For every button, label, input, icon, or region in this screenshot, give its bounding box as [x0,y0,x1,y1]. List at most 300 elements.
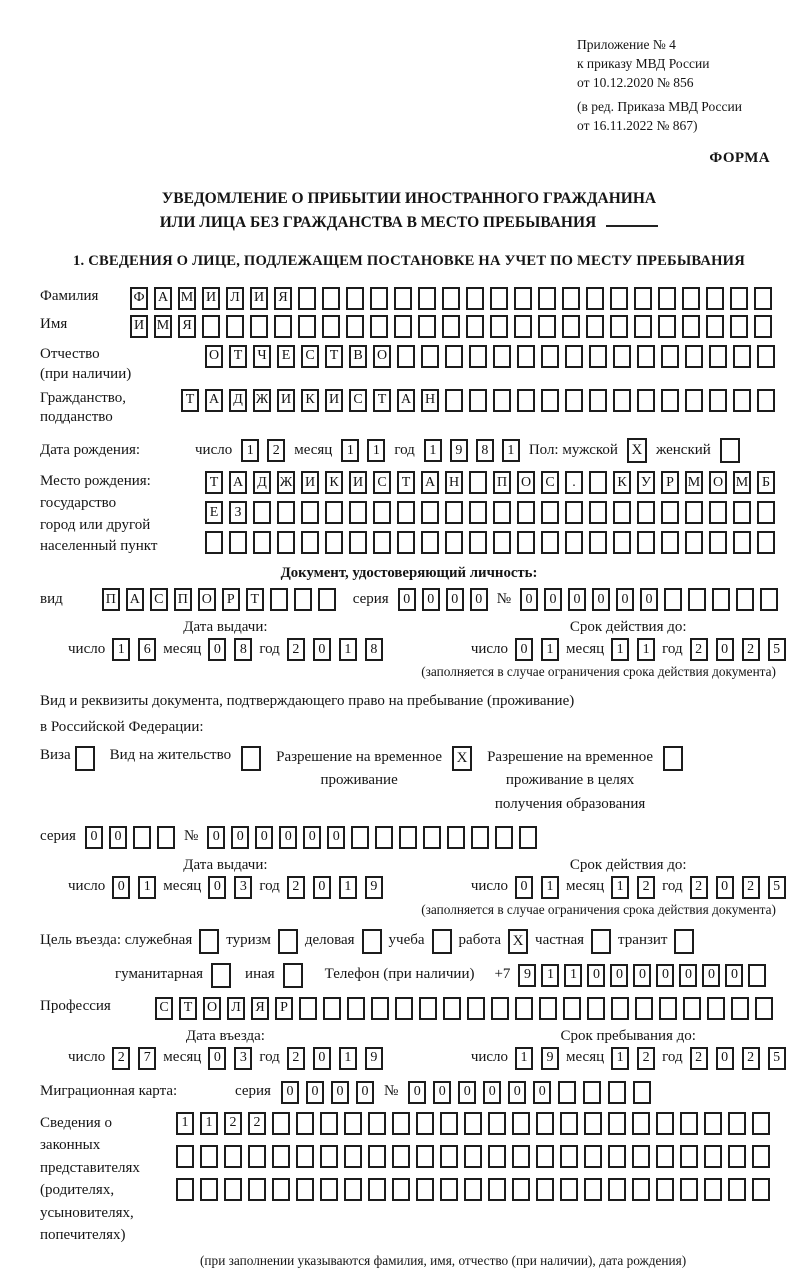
char-cell[interactable]: 0 [303,826,321,849]
char-cell[interactable] [416,1178,434,1201]
char-cell[interactable]: А [205,389,223,412]
stay-day-field[interactable] [515,1047,559,1070]
char-cell[interactable]: Т [205,471,223,494]
char-cell[interactable]: 0 [433,1081,451,1104]
char-cell[interactable]: М [733,471,751,494]
birthplace-field-row1[interactable] [205,471,775,494]
char-cell[interactable] [562,287,580,310]
char-cell[interactable] [611,997,629,1020]
char-cell[interactable] [656,1145,674,1168]
char-cell[interactable] [397,501,415,524]
char-cell[interactable] [443,997,461,1020]
doc-valid-month-field[interactable] [611,638,655,661]
char-cell[interactable]: Л [226,287,244,310]
char-cell[interactable] [224,1145,242,1168]
char-cell[interactable] [661,345,679,368]
char-cell[interactable] [565,345,583,368]
char-cell[interactable]: 0 [640,588,658,611]
char-cell[interactable] [610,287,628,310]
char-cell[interactable]: 2 [742,1047,760,1070]
char-cell[interactable] [399,826,417,849]
char-cell[interactable] [563,997,581,1020]
char-cell[interactable] [757,389,775,412]
patronymic-field[interactable] [205,345,775,368]
char-cell[interactable] [421,345,439,368]
char-cell[interactable] [248,1178,266,1201]
char-cell[interactable] [584,1178,602,1201]
char-cell[interactable] [685,389,703,412]
char-cell[interactable]: 0 [716,1047,734,1070]
char-cell[interactable] [445,531,463,554]
char-cell[interactable] [558,1081,576,1104]
char-cell[interactable]: С [373,471,391,494]
char-cell[interactable] [490,287,508,310]
permit-number-field[interactable] [207,826,537,849]
char-cell[interactable] [730,315,748,338]
char-cell[interactable]: Е [277,345,295,368]
char-cell[interactable]: 1 [339,638,357,661]
char-cell[interactable] [445,389,463,412]
char-cell[interactable] [416,1145,434,1168]
temp-residence-edu-checkbox[interactable] [663,746,683,771]
char-cell[interactable]: 1 [611,1047,629,1070]
char-cell[interactable] [757,345,775,368]
char-cell[interactable]: 8 [365,638,383,661]
char-cell[interactable]: Ж [277,471,295,494]
char-cell[interactable] [347,997,365,1020]
char-cell[interactable] [442,315,460,338]
char-cell[interactable] [495,826,513,849]
char-cell[interactable] [731,997,749,1020]
char-cell[interactable]: О [198,588,216,611]
char-cell[interactable] [493,501,511,524]
char-cell[interactable]: 2 [637,1047,655,1070]
char-cell[interactable] [632,1112,650,1135]
char-cell[interactable]: П [174,588,192,611]
representatives-field-row1[interactable] [176,1112,770,1135]
char-cell[interactable]: 5 [768,638,786,661]
purpose-private-checkbox[interactable] [591,929,611,954]
entry-month-field[interactable] [208,1047,252,1070]
char-cell[interactable] [748,964,766,987]
char-cell[interactable] [613,345,631,368]
char-cell[interactable] [754,287,772,310]
char-cell[interactable] [325,501,343,524]
char-cell[interactable]: 0 [587,964,605,987]
char-cell[interactable] [440,1178,458,1201]
char-cell[interactable] [200,1145,218,1168]
char-cell[interactable] [493,389,511,412]
char-cell[interactable] [730,287,748,310]
char-cell[interactable] [296,1145,314,1168]
char-cell[interactable] [538,315,556,338]
char-cell[interactable] [589,389,607,412]
char-cell[interactable] [560,1178,578,1201]
char-cell[interactable] [661,501,679,524]
char-cell[interactable] [688,588,706,611]
char-cell[interactable] [589,531,607,554]
char-cell[interactable] [471,826,489,849]
char-cell[interactable] [176,1178,194,1201]
char-cell[interactable]: 0 [515,876,533,899]
char-cell[interactable]: О [205,345,223,368]
char-cell[interactable]: К [325,471,343,494]
char-cell[interactable] [419,997,437,1020]
char-cell[interactable] [133,826,151,849]
char-cell[interactable] [752,1145,770,1168]
char-cell[interactable]: 0 [610,964,628,987]
char-cell[interactable]: 0 [356,1081,374,1104]
char-cell[interactable] [709,501,727,524]
char-cell[interactable]: 1 [637,638,655,661]
char-cell[interactable] [445,501,463,524]
char-cell[interactable]: 2 [287,638,305,661]
char-cell[interactable] [253,531,271,554]
char-cell[interactable]: Я [178,315,196,338]
char-cell[interactable]: Д [253,471,271,494]
char-cell[interactable] [488,1178,506,1201]
char-cell[interactable]: Т [373,389,391,412]
char-cell[interactable] [565,389,583,412]
char-cell[interactable]: 0 [725,964,743,987]
char-cell[interactable] [541,531,559,554]
char-cell[interactable] [589,501,607,524]
char-cell[interactable] [490,315,508,338]
char-cell[interactable] [272,1145,290,1168]
char-cell[interactable]: А [397,389,415,412]
char-cell[interactable] [608,1178,626,1201]
char-cell[interactable] [464,1112,482,1135]
mig-series-field[interactable] [281,1081,374,1104]
char-cell[interactable] [464,1178,482,1201]
char-cell[interactable]: С [349,389,367,412]
doc-number-field[interactable] [520,588,778,611]
char-cell[interactable] [371,997,389,1020]
char-cell[interactable] [320,1178,338,1201]
char-cell[interactable]: А [154,287,172,310]
char-cell[interactable] [517,501,535,524]
char-cell[interactable]: С [541,471,559,494]
char-cell[interactable] [229,531,247,554]
char-cell[interactable]: 2 [742,876,760,899]
char-cell[interactable]: 9 [541,1047,559,1070]
char-cell[interactable]: Б [757,471,775,494]
doc-issue-year-field[interactable] [287,638,383,661]
char-cell[interactable]: 1 [424,439,442,462]
char-cell[interactable] [491,997,509,1020]
char-cell[interactable]: 0 [716,638,734,661]
char-cell[interactable]: М [178,287,196,310]
char-cell[interactable]: 0 [702,964,720,987]
char-cell[interactable]: Я [274,287,292,310]
char-cell[interactable] [583,1081,601,1104]
char-cell[interactable]: 1 [241,439,259,462]
char-cell[interactable]: 0 [716,876,734,899]
char-cell[interactable] [272,1112,290,1135]
char-cell[interactable] [682,315,700,338]
char-cell[interactable] [752,1178,770,1201]
char-cell[interactable]: 9 [365,1047,383,1070]
char-cell[interactable] [250,315,268,338]
char-cell[interactable]: 0 [398,588,416,611]
surname-field[interactable] [130,287,772,310]
char-cell[interactable]: З [229,501,247,524]
char-cell[interactable] [466,315,484,338]
char-cell[interactable] [517,531,535,554]
char-cell[interactable] [296,1178,314,1201]
stay-month-field[interactable] [611,1047,655,1070]
char-cell[interactable] [728,1178,746,1201]
char-cell[interactable] [346,287,364,310]
char-cell[interactable] [613,389,631,412]
char-cell[interactable]: Ч [253,345,271,368]
char-cell[interactable]: П [102,588,120,611]
char-cell[interactable] [706,315,724,338]
char-cell[interactable]: У [637,471,655,494]
char-cell[interactable] [277,501,295,524]
purpose-study-checkbox[interactable] [432,929,452,954]
char-cell[interactable]: И [325,389,343,412]
char-cell[interactable]: 0 [313,876,331,899]
char-cell[interactable] [469,501,487,524]
char-cell[interactable]: 1 [502,439,520,462]
char-cell[interactable]: К [613,471,631,494]
char-cell[interactable]: 2 [248,1112,266,1135]
char-cell[interactable] [613,501,631,524]
char-cell[interactable] [253,501,271,524]
char-cell[interactable] [565,501,583,524]
char-cell[interactable]: 0 [313,1047,331,1070]
char-cell[interactable] [325,531,343,554]
char-cell[interactable] [200,1178,218,1201]
char-cell[interactable] [685,531,703,554]
char-cell[interactable]: 0 [616,588,634,611]
char-cell[interactable] [586,287,604,310]
char-cell[interactable] [680,1145,698,1168]
char-cell[interactable] [733,531,751,554]
char-cell[interactable] [656,1112,674,1135]
char-cell[interactable]: 0 [508,1081,526,1104]
char-cell[interactable] [757,501,775,524]
char-cell[interactable] [757,531,775,554]
char-cell[interactable] [323,997,341,1020]
female-checkbox[interactable] [720,438,740,463]
char-cell[interactable] [541,345,559,368]
char-cell[interactable]: 2 [287,1047,305,1070]
char-cell[interactable] [637,501,655,524]
char-cell[interactable] [469,531,487,554]
char-cell[interactable]: Н [421,389,439,412]
char-cell[interactable] [736,588,754,611]
char-cell[interactable] [707,997,725,1020]
char-cell[interactable] [301,501,319,524]
birthplace-field-row2[interactable] [205,501,775,524]
char-cell[interactable] [346,315,364,338]
char-cell[interactable] [375,826,393,849]
char-cell[interactable]: 2 [112,1047,130,1070]
char-cell[interactable]: А [229,471,247,494]
char-cell[interactable] [349,531,367,554]
char-cell[interactable] [466,287,484,310]
char-cell[interactable] [493,345,511,368]
char-cell[interactable]: 0 [515,638,533,661]
name-field[interactable] [130,315,772,338]
char-cell[interactable] [536,1178,554,1201]
char-cell[interactable] [634,287,652,310]
char-cell[interactable] [351,826,369,849]
char-cell[interactable]: 0 [544,588,562,611]
char-cell[interactable]: 0 [458,1081,476,1104]
permit-issue-day-field[interactable] [112,876,156,899]
char-cell[interactable]: Р [275,997,293,1020]
char-cell[interactable] [589,471,607,494]
char-cell[interactable]: Т [181,389,199,412]
char-cell[interactable]: 2 [690,876,708,899]
char-cell[interactable] [560,1112,578,1135]
char-cell[interactable]: 6 [138,638,156,661]
char-cell[interactable] [712,588,730,611]
char-cell[interactable] [397,531,415,554]
char-cell[interactable] [421,501,439,524]
entry-day-field[interactable] [112,1047,156,1070]
char-cell[interactable] [635,997,653,1020]
char-cell[interactable] [512,1145,530,1168]
doc-type-field[interactable] [102,588,336,611]
char-cell[interactable] [658,315,676,338]
char-cell[interactable] [469,389,487,412]
char-cell[interactable]: 5 [768,876,786,899]
char-cell[interactable] [560,1145,578,1168]
char-cell[interactable] [610,315,628,338]
char-cell[interactable]: 1 [200,1112,218,1135]
char-cell[interactable]: 1 [138,876,156,899]
char-cell[interactable] [373,501,391,524]
char-cell[interactable]: 0 [446,588,464,611]
char-cell[interactable]: О [517,471,535,494]
char-cell[interactable]: 2 [690,1047,708,1070]
char-cell[interactable]: Ж [253,389,271,412]
char-cell[interactable]: 0 [331,1081,349,1104]
char-cell[interactable]: 2 [690,638,708,661]
char-cell[interactable]: 0 [422,588,440,611]
entry-year-field[interactable] [287,1047,383,1070]
char-cell[interactable] [493,531,511,554]
char-cell[interactable] [344,1145,362,1168]
doc-valid-day-field[interactable] [515,638,559,661]
char-cell[interactable]: Т [229,345,247,368]
char-cell[interactable]: 1 [611,876,629,899]
char-cell[interactable] [344,1112,362,1135]
char-cell[interactable] [392,1178,410,1201]
char-cell[interactable] [632,1178,650,1201]
char-cell[interactable]: 0 [533,1081,551,1104]
char-cell[interactable]: 0 [679,964,697,987]
char-cell[interactable] [633,1081,651,1104]
char-cell[interactable] [709,531,727,554]
char-cell[interactable]: 1 [339,876,357,899]
char-cell[interactable] [418,315,436,338]
permit-issue-month-field[interactable] [208,876,252,899]
char-cell[interactable]: 1 [541,964,559,987]
char-cell[interactable] [270,588,288,611]
char-cell[interactable] [608,1081,626,1104]
char-cell[interactable] [469,471,487,494]
char-cell[interactable] [488,1112,506,1135]
char-cell[interactable]: 3 [234,876,252,899]
char-cell[interactable] [755,997,773,1020]
char-cell[interactable] [277,531,295,554]
char-cell[interactable] [392,1145,410,1168]
char-cell[interactable]: 9 [450,439,468,462]
char-cell[interactable]: Т [397,471,415,494]
char-cell[interactable] [445,345,463,368]
char-cell[interactable] [632,1145,650,1168]
char-cell[interactable]: А [126,588,144,611]
birth-day-field[interactable] [241,439,285,462]
purpose-official-checkbox[interactable] [199,929,219,954]
purpose-humanitarian-checkbox[interactable] [211,963,231,988]
char-cell[interactable] [368,1112,386,1135]
char-cell[interactable] [395,997,413,1020]
visa-checkbox[interactable] [75,746,95,771]
char-cell[interactable]: 1 [541,876,559,899]
char-cell[interactable] [248,1145,266,1168]
char-cell[interactable] [394,315,412,338]
char-cell[interactable]: Т [246,588,264,611]
char-cell[interactable] [733,345,751,368]
char-cell[interactable] [176,1145,194,1168]
char-cell[interactable]: 1 [541,638,559,661]
char-cell[interactable] [370,315,388,338]
char-cell[interactable] [685,501,703,524]
char-cell[interactable] [514,287,532,310]
char-cell[interactable] [685,345,703,368]
char-cell[interactable] [512,1112,530,1135]
char-cell[interactable] [224,1178,242,1201]
char-cell[interactable]: Ф [130,287,148,310]
char-cell[interactable] [416,1112,434,1135]
doc-valid-year-field[interactable] [690,638,786,661]
char-cell[interactable]: 0 [568,588,586,611]
char-cell[interactable] [661,531,679,554]
stay-year-field[interactable] [690,1047,786,1070]
char-cell[interactable]: И [301,471,319,494]
char-cell[interactable]: С [150,588,168,611]
char-cell[interactable] [299,997,317,1020]
purpose-other-checkbox[interactable] [283,963,303,988]
char-cell[interactable] [368,1145,386,1168]
residence-permit-checkbox[interactable] [241,746,261,771]
char-cell[interactable] [514,315,532,338]
char-cell[interactable] [584,1145,602,1168]
char-cell[interactable] [322,315,340,338]
char-cell[interactable] [682,287,700,310]
char-cell[interactable] [512,1178,530,1201]
char-cell[interactable] [294,588,312,611]
char-cell[interactable]: И [349,471,367,494]
char-cell[interactable] [440,1145,458,1168]
char-cell[interactable]: 2 [267,439,285,462]
char-cell[interactable] [373,531,391,554]
representatives-field-row3[interactable] [176,1178,770,1201]
char-cell[interactable]: О [709,471,727,494]
char-cell[interactable] [320,1145,338,1168]
char-cell[interactable]: 0 [483,1081,501,1104]
char-cell[interactable] [704,1145,722,1168]
char-cell[interactable]: 0 [327,826,345,849]
char-cell[interactable]: 1 [611,638,629,661]
char-cell[interactable] [538,287,556,310]
